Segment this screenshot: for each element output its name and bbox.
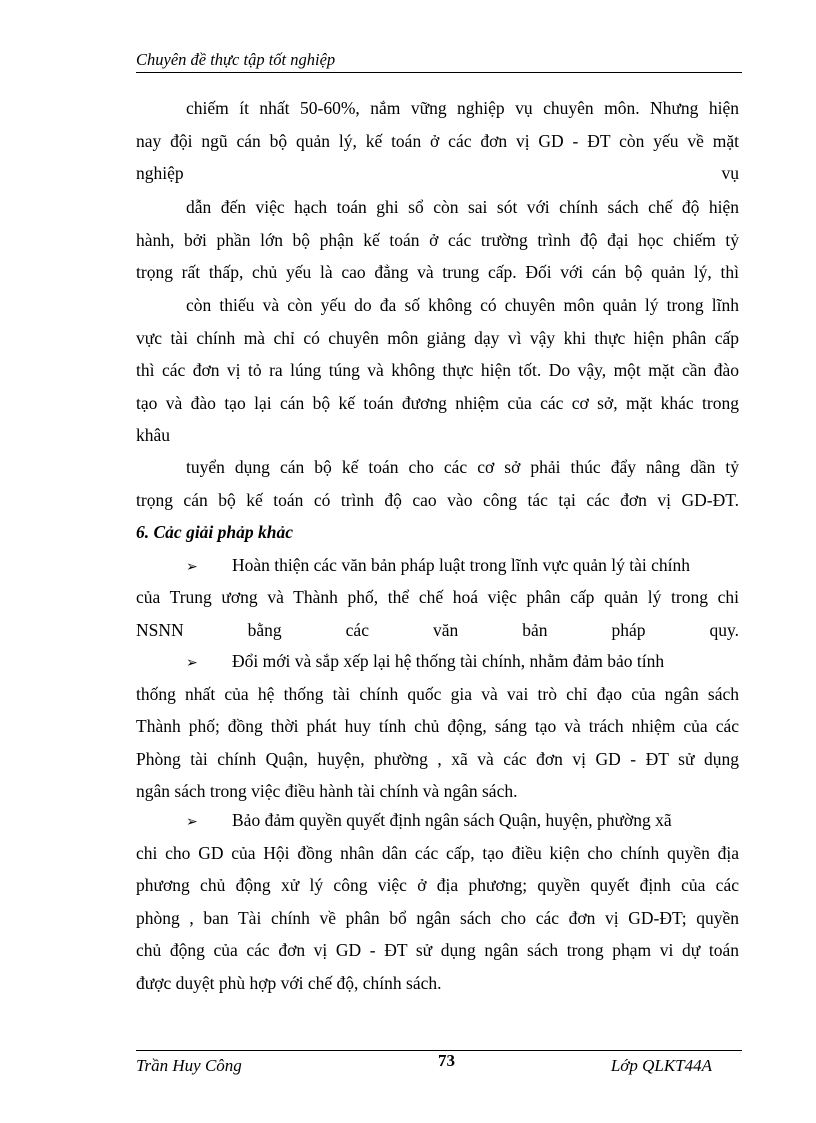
bullet-item-1-first-line [136, 549, 739, 582]
arrow-bullet-icon: ➢ [186, 814, 198, 830]
text-line: phương chủ động xử lý công việc ở địa phương; quyền quyết định của các [136, 875, 739, 896]
page-footer [136, 1050, 742, 1081]
text-line: thống nhất của hệ thống tài chính quốc gia và vai trò chỉ đạo của ngân sách [136, 683, 739, 704]
paragraph-2 [136, 191, 739, 289]
arrow-bullet-icon: ➢ [186, 655, 198, 671]
text-line: chủ động của các đơn vị GD - ĐT sử dụng ngân sách trong phạm vi dự toán [136, 940, 739, 961]
arrow-bullet-icon: ➢ [186, 558, 198, 575]
text-line: tuyển dụng cán bộ kế toán cho các cơ sở phải thúc đẩy nâng dần tỷ [186, 457, 739, 477]
text-line: NSNN bằng các văn bản pháp quy. [136, 619, 739, 640]
text-line: Hoàn thiện các văn bản pháp luật trong lĩnh vực quản lý tài chính [232, 554, 691, 575]
text-line: vực tài chính mà chỉ có chuyên môn giảng dạy vì vậy khi thực hiện phân cấp [136, 327, 739, 348]
bullet-item-3 [136, 804, 739, 1000]
text-line: dẫn đến việc hạch toán ghi sổ còn sai sót với chính sách chế độ hiện [186, 197, 739, 217]
text-line: của Trung ương và Thành phố, thể chế hoá việc phân cấp quản lý trong chi [136, 587, 739, 608]
author-name: Trần Huy Công [136, 1056, 242, 1075]
text-line: nghiệp vụ [136, 163, 739, 184]
text-line: được duyệt phù hợp với chế độ, chính sách. [136, 972, 442, 993]
text-line: hành, bởi phần lớn bộ phận kế toán ở các trường trình độ đại học chiếm tỷ [136, 229, 739, 250]
text-line: thì các đơn vị tỏ ra lúng túng và không thực hiện tốt. Do vậy, một mặt cần đào [136, 360, 739, 381]
text-line: ngân sách trong việc điều hành tài chính và ngân sách. [136, 781, 518, 802]
text-line: Bảo đảm quyền quyết định ngân sách Quận, huyện, phường xã [232, 810, 672, 830]
bullet-item-2 [136, 645, 739, 808]
paragraph-4 [136, 451, 739, 647]
text-line: trọng rất thấp, chủ yếu là cao đẳng và trung cấp. Đối với cán bộ quản lý, thì [136, 262, 739, 283]
class-label: Lớp QLKT44A [610, 1056, 712, 1075]
text-line: chi cho GD của Hội đồng nhân dân các cấp, tạo điều kiện cho chính quyền địa [136, 842, 739, 863]
text-line: Phòng tài chính Quận, huyện, phường , xã và các đơn vị GD - ĐT sử dụng [136, 748, 739, 769]
document-title: Chuyên đề thực tập tốt nghiệp [136, 50, 336, 69]
page-number: 73 [438, 1051, 455, 1070]
text-line: tạo và đào tạo lại cán bộ kế toán đương nhiệm của các cơ sở, mặt khác trong [136, 392, 739, 413]
bullet-item-3-first-line [136, 804, 739, 837]
text-line: Thành phố; đồng thời phát huy tính chủ động, sáng tạo và trách nhiệm của các [136, 716, 739, 737]
text-line: phòng , ban Tài chính về phân bổ ngân sách cho các đơn vị GD-ĐT; quyền [136, 907, 739, 928]
paragraph-3 [136, 289, 739, 452]
text-line: khâu [136, 425, 171, 446]
section-heading: 6. Cảc giải phảp khảc [136, 522, 294, 543]
page-header [136, 50, 742, 73]
text-line: còn thiếu và còn yếu do đa số không có chuyên môn quản lý trong lĩnh [186, 295, 739, 315]
text-line: nay đội ngũ cán bộ quản lý, kế toán ở các đơn vị GD - ĐT còn yếu về mặt [136, 130, 739, 151]
text-line: chiếm ít nhất 50-60%, nắm vững nghiệp vụ chuyên môn. Nhưng hiện [186, 98, 739, 118]
text-line: Đổi mới và sắp xếp lại hệ thống tài chính, nhằm đảm bảo tính [232, 651, 665, 671]
bullet-item-2-first-line [136, 645, 739, 678]
paragraph-1 [136, 92, 739, 190]
text-line: trọng cán bộ kế toán có trình độ cao vào công tác tại các đơn vị GD-ĐT. [136, 489, 739, 510]
